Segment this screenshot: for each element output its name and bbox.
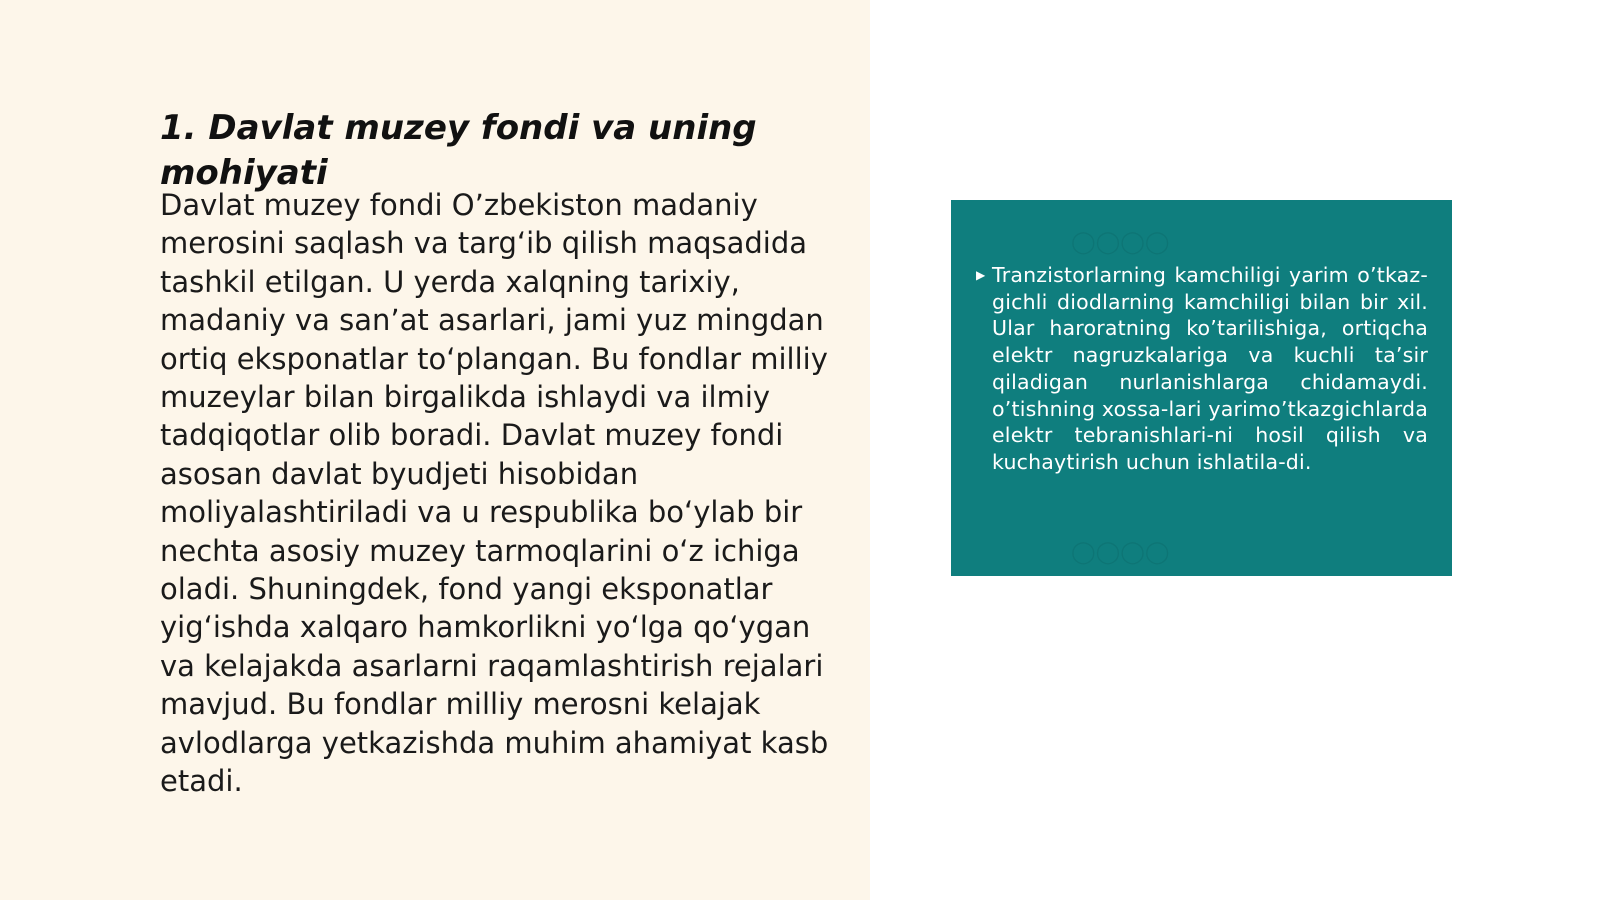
bullet-text: Tranzistorlarning kamchiligi yarim o’tkaz-gichli diodlarning kamchiligi bilan bir xil. Ular haroratning ko’tarilishiga, ortiqcha elektr nagruzkalariga va kuchli ta’sir qiladigan nurlanishlarga chidamaydi. o’tishning xossa-lari yarimo’tkazgichlarda elektr tebranishlari-ni hosil qilish va kuchaytirish uchun ishlatila-di.: [992, 263, 1428, 474]
background-watermark-shape: ◯◯◯◯: [1071, 540, 1170, 565]
bullet-item: [976, 262, 1428, 476]
slide-title: 1. Davlat muzey fondi va uning mohiyati: [160, 108, 757, 193]
background-watermark-shape: ◯◯◯◯: [1071, 230, 1170, 255]
triangle-bullet-icon: ▶: [976, 268, 986, 282]
slide-body-text: Davlat muzey fondi O’zbekiston madaniy merosini saqlash va targ‘ib qilish maqsadida tashkil etilgan. U yerda xalqning tarixiy, madaniy va san’at asarlari, jami yuz mingdan ortiq eksponatlar to‘plangan. Bu fondlar milliy muzeylar bilan birgalikda ishlaydi va ilmiy tadqiqotlar olib boradi. Davlat muzey fondi asosan davlat byudjeti hisobidan moliyalashtiriladi va u respublika bo‘ylab bir nechta asosiy muzey tarmoqlarini o‘z ichiga oladi. Shuningdek, fond yangi eksponatlar yig‘ishda xalqaro hamkorlikni yo‘lga qo‘ygan va kelajakda asarlarni raqamlashtirish rejalari mavjud. Bu fondlar milliy merosni kelajak avlodlarga yetkazishda muhim ahamiyat kasb etadi.: [160, 188, 829, 799]
image-panel: [951, 200, 1452, 576]
